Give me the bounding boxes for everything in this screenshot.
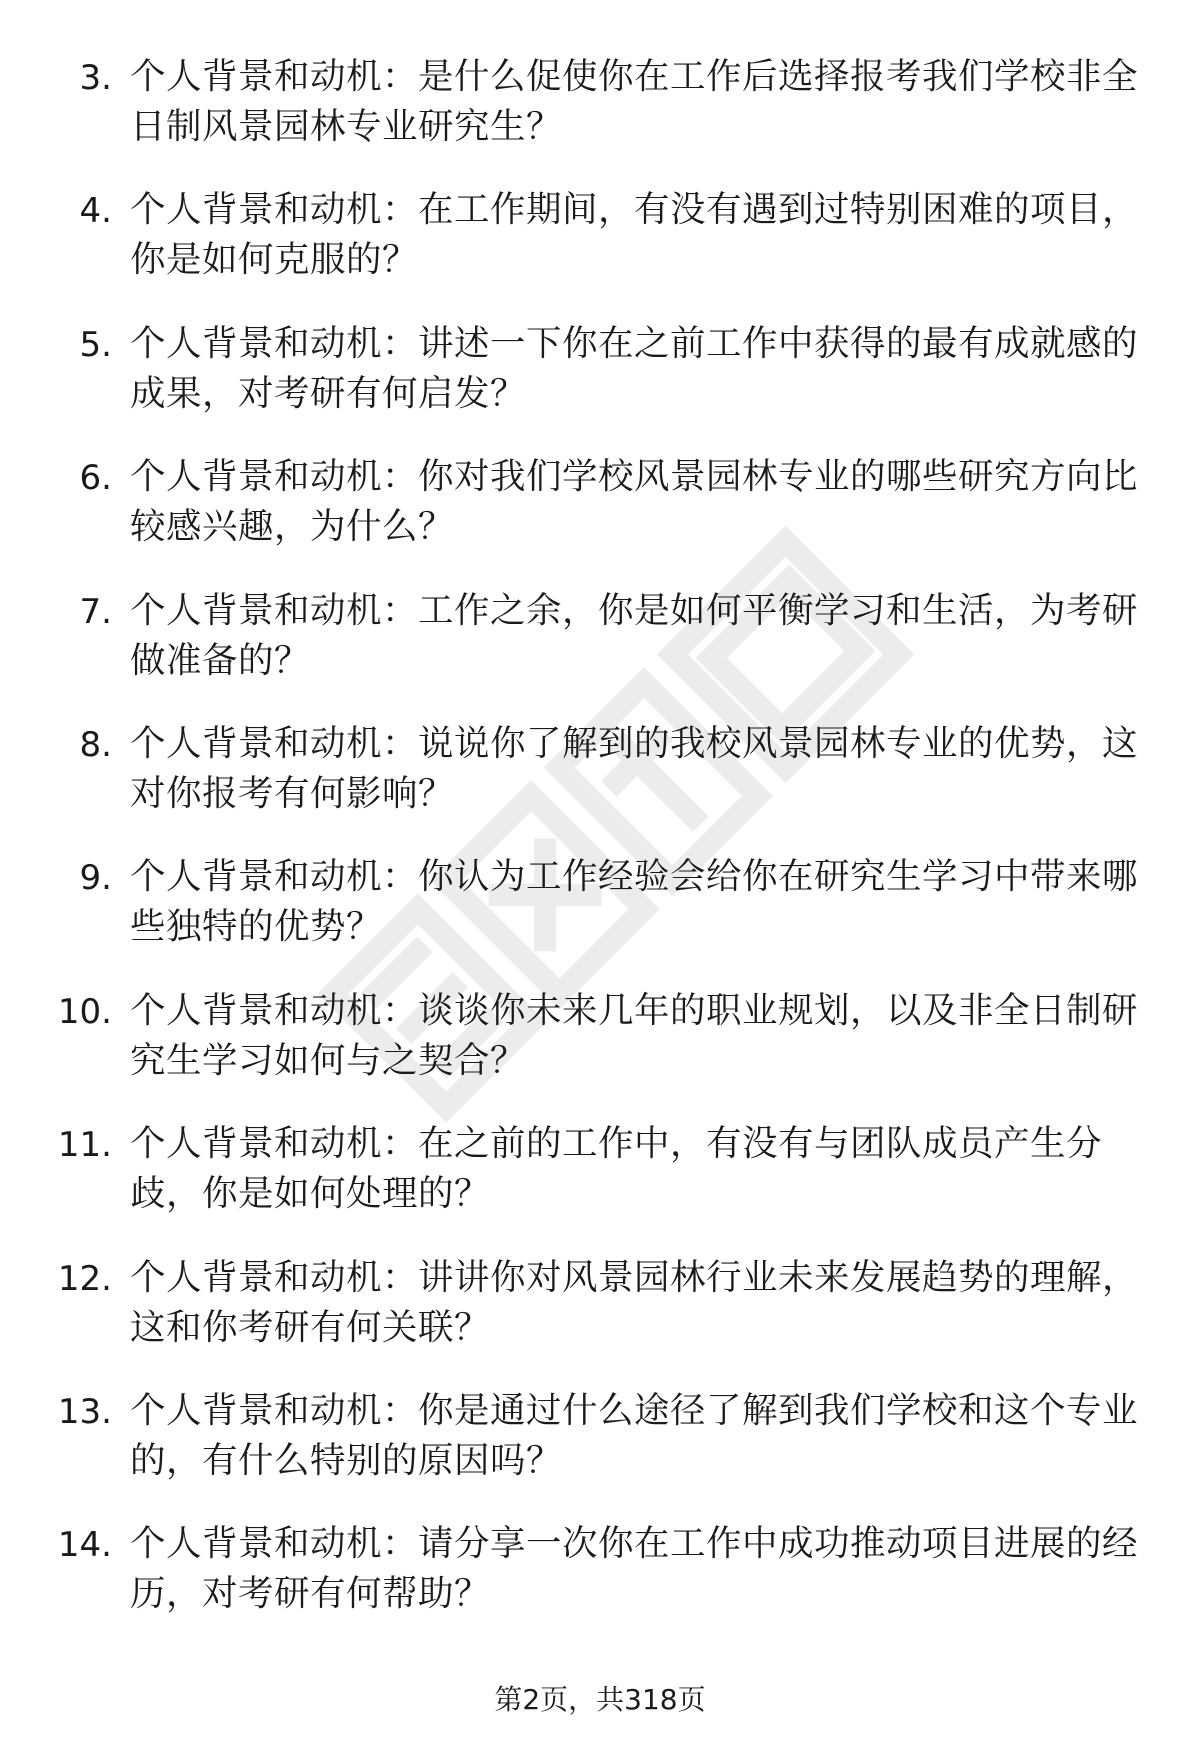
question-text: 个人背景和动机：你对我们学校风景园林专业的哪些研究方向比较感兴趣，为什么？	[130, 456, 1139, 548]
question-text: 个人背景和动机：你认为工作经验会给你在研究生学习中带来哪些独特的优势？	[130, 856, 1139, 948]
question-text: 个人背景和动机：在工作期间，有没有遇到过特别困难的项目，你是如何克服的？	[130, 189, 1139, 281]
list-item	[0, 719, 1200, 852]
question-text: 个人背景和动机：工作之余，你是如何平衡学习和生活，为考研做准备的？	[130, 589, 1139, 681]
question-text: 个人背景和动机：你是通过什么途径了解到我们学校和这个专业的，有什么特别的原因吗？	[130, 1389, 1139, 1481]
question-number: 3.	[79, 58, 112, 98]
question-number: 7.	[79, 591, 112, 632]
list-item	[0, 452, 1200, 585]
list-item	[0, 852, 1200, 985]
question-text: 个人背景和动机：在之前的工作中，有没有与团队成员产生分歧，你是如何处理的？	[130, 1123, 1103, 1215]
question-number: 4.	[79, 191, 112, 232]
question-text: 个人背景和动机：谈谈你未来几年的职业规划，以及非全日制研究生学习如何与之契合？	[130, 989, 1139, 1081]
question-text: 个人背景和动机：说说你了解到的我校风景园林专业的优势，这对你报考有何影响？	[130, 722, 1139, 814]
list-item	[0, 1119, 1200, 1252]
question-text: 个人背景和动机：请分享一次你在工作中成功推动项目进展的经历，对考研有何帮助？	[130, 1523, 1139, 1615]
list-item	[0, 52, 1200, 185]
question-number: 12.	[57, 1258, 112, 1299]
question-number: 10.	[57, 991, 112, 1032]
question-number: 11.	[57, 1125, 112, 1166]
question-number: 8.	[79, 724, 112, 765]
question-number: 13.	[57, 1391, 112, 1432]
list-item	[0, 1519, 1200, 1652]
list-item	[0, 586, 1200, 719]
question-text: 个人背景和动机：讲述一下你在之前工作中获得的最有成就感的成果，对考研有何启发？	[130, 322, 1139, 414]
list-item	[0, 1253, 1200, 1386]
question-text: 个人背景和动机：是什么促使你在工作后选择报考我们学校非全日制风景园林专业研究生？	[130, 56, 1139, 147]
question-number: 5.	[79, 324, 112, 365]
question-number: 9.	[79, 858, 112, 899]
list-item	[0, 986, 1200, 1119]
list-item	[0, 185, 1200, 318]
question-list	[0, 52, 1200, 1653]
list-item	[0, 1386, 1200, 1519]
question-number: 6.	[79, 458, 112, 499]
list-item	[0, 319, 1200, 452]
page-footer: 第2页，共318页	[494, 1683, 706, 1716]
question-text: 个人背景和动机：讲讲你对风景园林行业未来发展趋势的理解，这和你考研有何关联？	[130, 1256, 1139, 1348]
question-number: 14.	[57, 1525, 112, 1566]
